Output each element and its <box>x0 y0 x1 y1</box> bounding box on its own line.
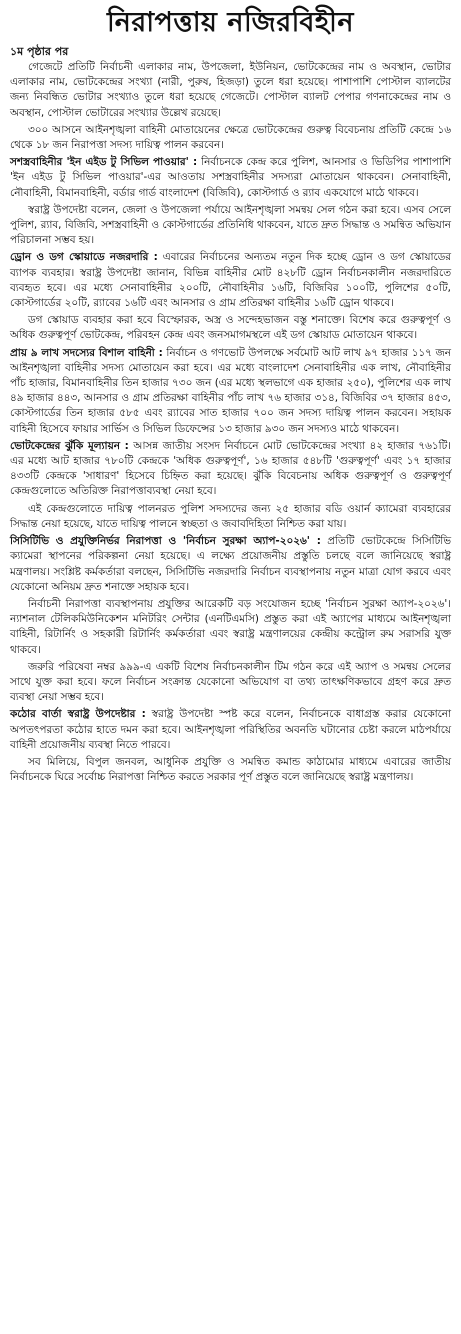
paragraph <box>10 502 451 532</box>
subhead: ড্রোন ও ডগ স্কোয়াডে নজরদারি : <box>10 251 158 264</box>
paragraph-text: প্রতিটি ভোটকেন্দ্রে সিসিটিভি ক্যামেরা স্থাপনের পরিকল্পনা নেয়া হয়েছে। এ লক্ষ্যে প্রয়োজনীয় প্রস্তুতি চলছে বলে জানিয়েছে স্বরাষ্ট্র মন্ত্রণালয়। সংশ্লিষ্ট কর্মকর্তারা বলছেন, সিসিটিভি নজরদারি নির্বাচন ব্যবস্থাপনায় নতুন মাত্রা যোগ করবে এবং যেকোনো অনিয়ম দ্রুত শনাক্তে সহায়ক হবে। <box>10 535 451 593</box>
subhead: ভোটকেন্দ্রের ঝুঁকি মূল্যায়ন : <box>10 439 129 452</box>
headline: নিরাপত্তায় নজিরবিহীন <box>107 7 354 38</box>
paragraph <box>10 313 451 343</box>
paragraph-text: স্বরাষ্ট্র উপদেষ্টা স্পষ্ট করে বলেন, নির্বাচনকে বাধাগ্রস্ত করার যেকোনো অপতৎপরতা কঠোর হাতে দমন করা হবে। আইনশৃঙ্খলা পরিস্থিতির অবনতি ঘটানোর চেষ্টা করলে মাঠপর্যায়ে বাহিনী প্রয়োজনীয় ব্যবস্থা নিতে পারবে। <box>10 708 451 751</box>
paragraph-text: ৩০০ আসনে আইনশৃঙ্খলা বাহিনী মোতায়েনের ক্ষেত্রে ভোটকেন্দ্রের গুরুত্ব বিবেচনায় প্রতিটি কেন্দ্রে ১৬ থেকে ১৮ জন নিরাপত্তা সদস্য দায়িত্ব পালন করবেন। <box>10 123 451 152</box>
paragraph-text: নির্বাচনী নিরাপত্তা ব্যবস্থাপনায় প্রযুক্তির আরেকটি বড় সংযোজন হচ্ছে 'নির্বাচন সুরক্ষা অ্যাপ-২০২৬'। ন্যাশনাল টেলিকমিউনিকেশন মনিটরিং সেন্টার (এনটিএমসি) প্রস্তুত করা এই অ্যাপের মাধ্যমে আইনশৃঙ্খলা বাহিনী, রিটার্নিং ও সহকারী রিটার্নিং কর্মকর্তারা এবং স্বরাষ্ট্র মন্ত্রণালয়ের কেন্দ্রীয় কন্ট্রোল রুম সরাসরি যুক্ত থাকবে। <box>10 597 451 656</box>
paragraph-text: জরুরি পরিষেবা নম্বর ৯৯৯-এ একটি বিশেষ নির্বাচনকালীন টিম গঠন করে এই অ্যাপ ও সমন্বয় সেলের সাথে যুক্ত করা হবে। ফলে নির্বাচন সংক্রান্ত যেকোনো অভিযোগ বা তথ্য তাৎক্ষণিকভাবে গ্রহণ করে দ্রুত ব্যবস্থা নেয়া সম্ভব হবে। <box>10 660 451 704</box>
subhead: সিসিটিভি ও প্রযুক্তিনির্ভর নিরাপত্তা ও 'নির্বাচন সুরক্ষা অ্যাপ-২০২৬' : <box>10 535 321 548</box>
paragraph <box>10 203 451 249</box>
paragraph-text: আসন্ন জাতীয় সংসদ নির্বাচনে মোট ভোটকেন্দ্রের সংখ্যা ৪২ হাজার ৭৬১টি। এর মধ্যে আট হাজার ৭৮০টি কেন্দ্রকে 'অধিক গুরুত্বপূর্ণ', ১৬ হাজার ৫৪৮টি 'গুরুত্বপূর্ণ' এবং ১৭ হাজার ৪৩৩টি কেন্দ্রকে 'সাধারণ' হিসেবে চিহ্নিত করা হয়েছে। ঝুঁকি বিবেচনায় অধিক গুরুত্বপূর্ণ ও গুরুত্বপূর্ণ কেন্দ্রগুলোতে অতিরিক্ত নিরাপত্তাব্যবস্থা নেয়া হবে। <box>10 439 451 498</box>
paragraph-text: এই কেন্দ্রগুলোতে দায়িত্ব পালনরত পুলিশ সদস্যদের জন্য ২৫ হাজার বডি ওয়ার্ন ক্যামেরা ব্যবহারের সিদ্ধান্ত নেয়া হয়েছে, যাতে দায়িত্ব পালনে স্বচ্ছতা ও জবাবদিহিতা নিশ্চিত করা যায়। <box>10 502 451 530</box>
paragraph <box>10 155 451 201</box>
subhead: কঠোর বার্তা স্বরাষ্ট্র উপদেষ্টার : <box>10 708 146 721</box>
paragraph-text: সব মিলিয়ে, বিপুল জনবল, আধুনিক প্রযুক্তি ও সমন্বিত কমান্ড কাঠামোর মাধ্যমে এবারের জাতীয় নির্বাচনকে ঘিরে সর্বোচ্চ নিরাপত্তা নিশ্চিত করতে সরকার পূর্ণ প্রস্তুত বলে জানিয়েছে স্বরাষ্ট্র মন্ত্রণালয়। <box>10 755 451 784</box>
subhead: সশস্ত্রবাহিনীর 'ইন এইড টু সিভিল পাওয়ার' : <box>10 156 198 169</box>
jump-label: ১ম পৃষ্ঠার পর <box>10 45 69 58</box>
paragraph <box>10 439 451 500</box>
paragraph-text: নির্বাচনকে কেন্দ্র করে পুলিশ, আনসার ও ভিডিপির পাশাপাশি 'ইন এইড টু সিভিল পাওয়ার'-এর আওতায় সশস্ত্রবাহিনীর সদস্যরা মোতায়েন থাকবেন। সেনাবাহিনী, নৌবাহিনী, বিমানবাহিনী, বর্ডার গার্ড বাংলাদেশ (বিজিবি), কোস্টগার্ড ও র‌্যাব একযোগে মাঠে থাকবে। <box>10 156 451 199</box>
paragraph <box>10 60 451 121</box>
paragraph-text: ডগ স্কোয়াড ব্যবহার করা হবে বিস্ফোরক, অস্ত্র ও সন্দেহভাজন বস্তু শনাক্তে। বিশেষ করে গুরুত্বপূর্ণ ও অধিক গুরুত্বপূর্ণ ভোটকেন্দ্র, পরিবহন কেন্দ্র এবং জনসমাগমস্থলে এই ডগ স্কোয়াড মোতায়েন থাকবে। <box>10 314 451 342</box>
paragraph <box>10 755 451 785</box>
paragraph <box>10 123 451 153</box>
subhead: প্রায় ৯ লাখ সদস্যের বিশাল বাহিনী : <box>10 346 163 359</box>
paragraph-text: এবারের নির্বাচনের অন্যতম নতুন দিক হচ্ছে ড্রোন ও ডগ স্কোয়াডের ব্যাপক ব্যবহার। স্বরাষ্ট্র উপদেষ্টা জানান, বিভিন্ন বাহিনীর মোট ৪২৮টি ড্রোন নির্বাচনকালীন নজরদারিতে ব্যবহৃত হবে। এর মধ্যে সেনাবাহিনীর ২০০টি, নৌবাহিনীর ১৬টি, বিজিবির ১০০টি, পুলিশের ৫০টি, কোস্টগার্ডের ২০টি, র‌্যাবের ১৬টি এবং আনসার ও গ্রাম প্রতিরক্ষা বাহিনীর ১৬টি ড্রোন থাকবে। <box>10 251 451 310</box>
paragraph <box>10 250 451 311</box>
paragraph-text: নির্বাচন ও গণভোট উপলক্ষে সর্বমোট আট লাখ ৯৭ হাজার ১১৭ জন আইনশৃঙ্খলা বাহিনীর সদস্য মোতায়েন করা হবে। এর মধ্যে বাংলাদেশ সেনাবাহিনীর এক লাখ, নৌবাহিনীর পাঁচ হাজার, বিমানবাহিনীর তিন হাজার ৭৩০ জন (এর মধ্যে স্থলভাগে এক হাজার ২৫০), পুলিশের এক লাখ ৪৯ হাজার ৪৪৩, আনসার ও গ্রাম প্রতিরক্ষা বাহিনীর পাঁচ লাখ ৭৬ হাজার ৩১৪, বিজিবির ৩৭ হাজার ৪৫৩, কোস্টগার্ডের তিন হাজার ৫৮৫ এবং র‌্যাবের সাত হাজার ৭০০ জন সদস্য দায়িত্ব পালন করবেন। সহায়ক বাহিনী হিসেবে ফায়ার সার্ভিস ও সিভিল ডিফেন্সের ১৩ হাজার ৯৩০ জন সদস্যও মাঠে থাকবেন। <box>10 346 451 435</box>
paragraph <box>10 707 451 753</box>
paragraph <box>10 534 451 595</box>
paragraph <box>10 597 451 658</box>
paragraph <box>10 660 451 706</box>
article-body <box>10 60 451 785</box>
paragraph-text: স্বরাষ্ট্র উপদেষ্টা বলেন, জেলা ও উপজেলা পর্যায়ে আইনশৃঙ্খলা সমন্বয় সেল গঠন করা হবে। এসব সেলে পুলিশ, র‌্যাব, বিজিবি, সশস্ত্রবাহিনী ও কোস্টগার্ডের প্রতিনিধি থাকবেন, যাতে দ্রুত সিদ্ধান্ত ও সমন্বিত অভিযান পরিচালনা সম্ভব হয়। <box>10 203 451 247</box>
paragraph <box>10 346 451 437</box>
paragraph-text: গেজেটে প্রতিটি নির্বাচনী এলাকার নাম, উপজেলা, ইউনিয়ন, ভোটকেন্দ্রের নাম ও অবস্থান, ভোটার এলাকার নাম, ভোটকেন্দ্রের সংখ্যা (নারী, পুরুষ, হিজড়া) তুলে ধরা হয়েছে। পাশাপাশি পোস্টাল ব্যালটের জন্য নিবন্ধিত ভোটার সংখ্যাও তুলে ধরা হয়েছে গেজেটে। পোস্টাল ব্যালট পেপার গণনাকেন্দ্রের নাম ও অবস্থান, পোস্টাল ভোটারের সংখ্যার উল্লেখ রয়েছে। <box>10 61 451 119</box>
